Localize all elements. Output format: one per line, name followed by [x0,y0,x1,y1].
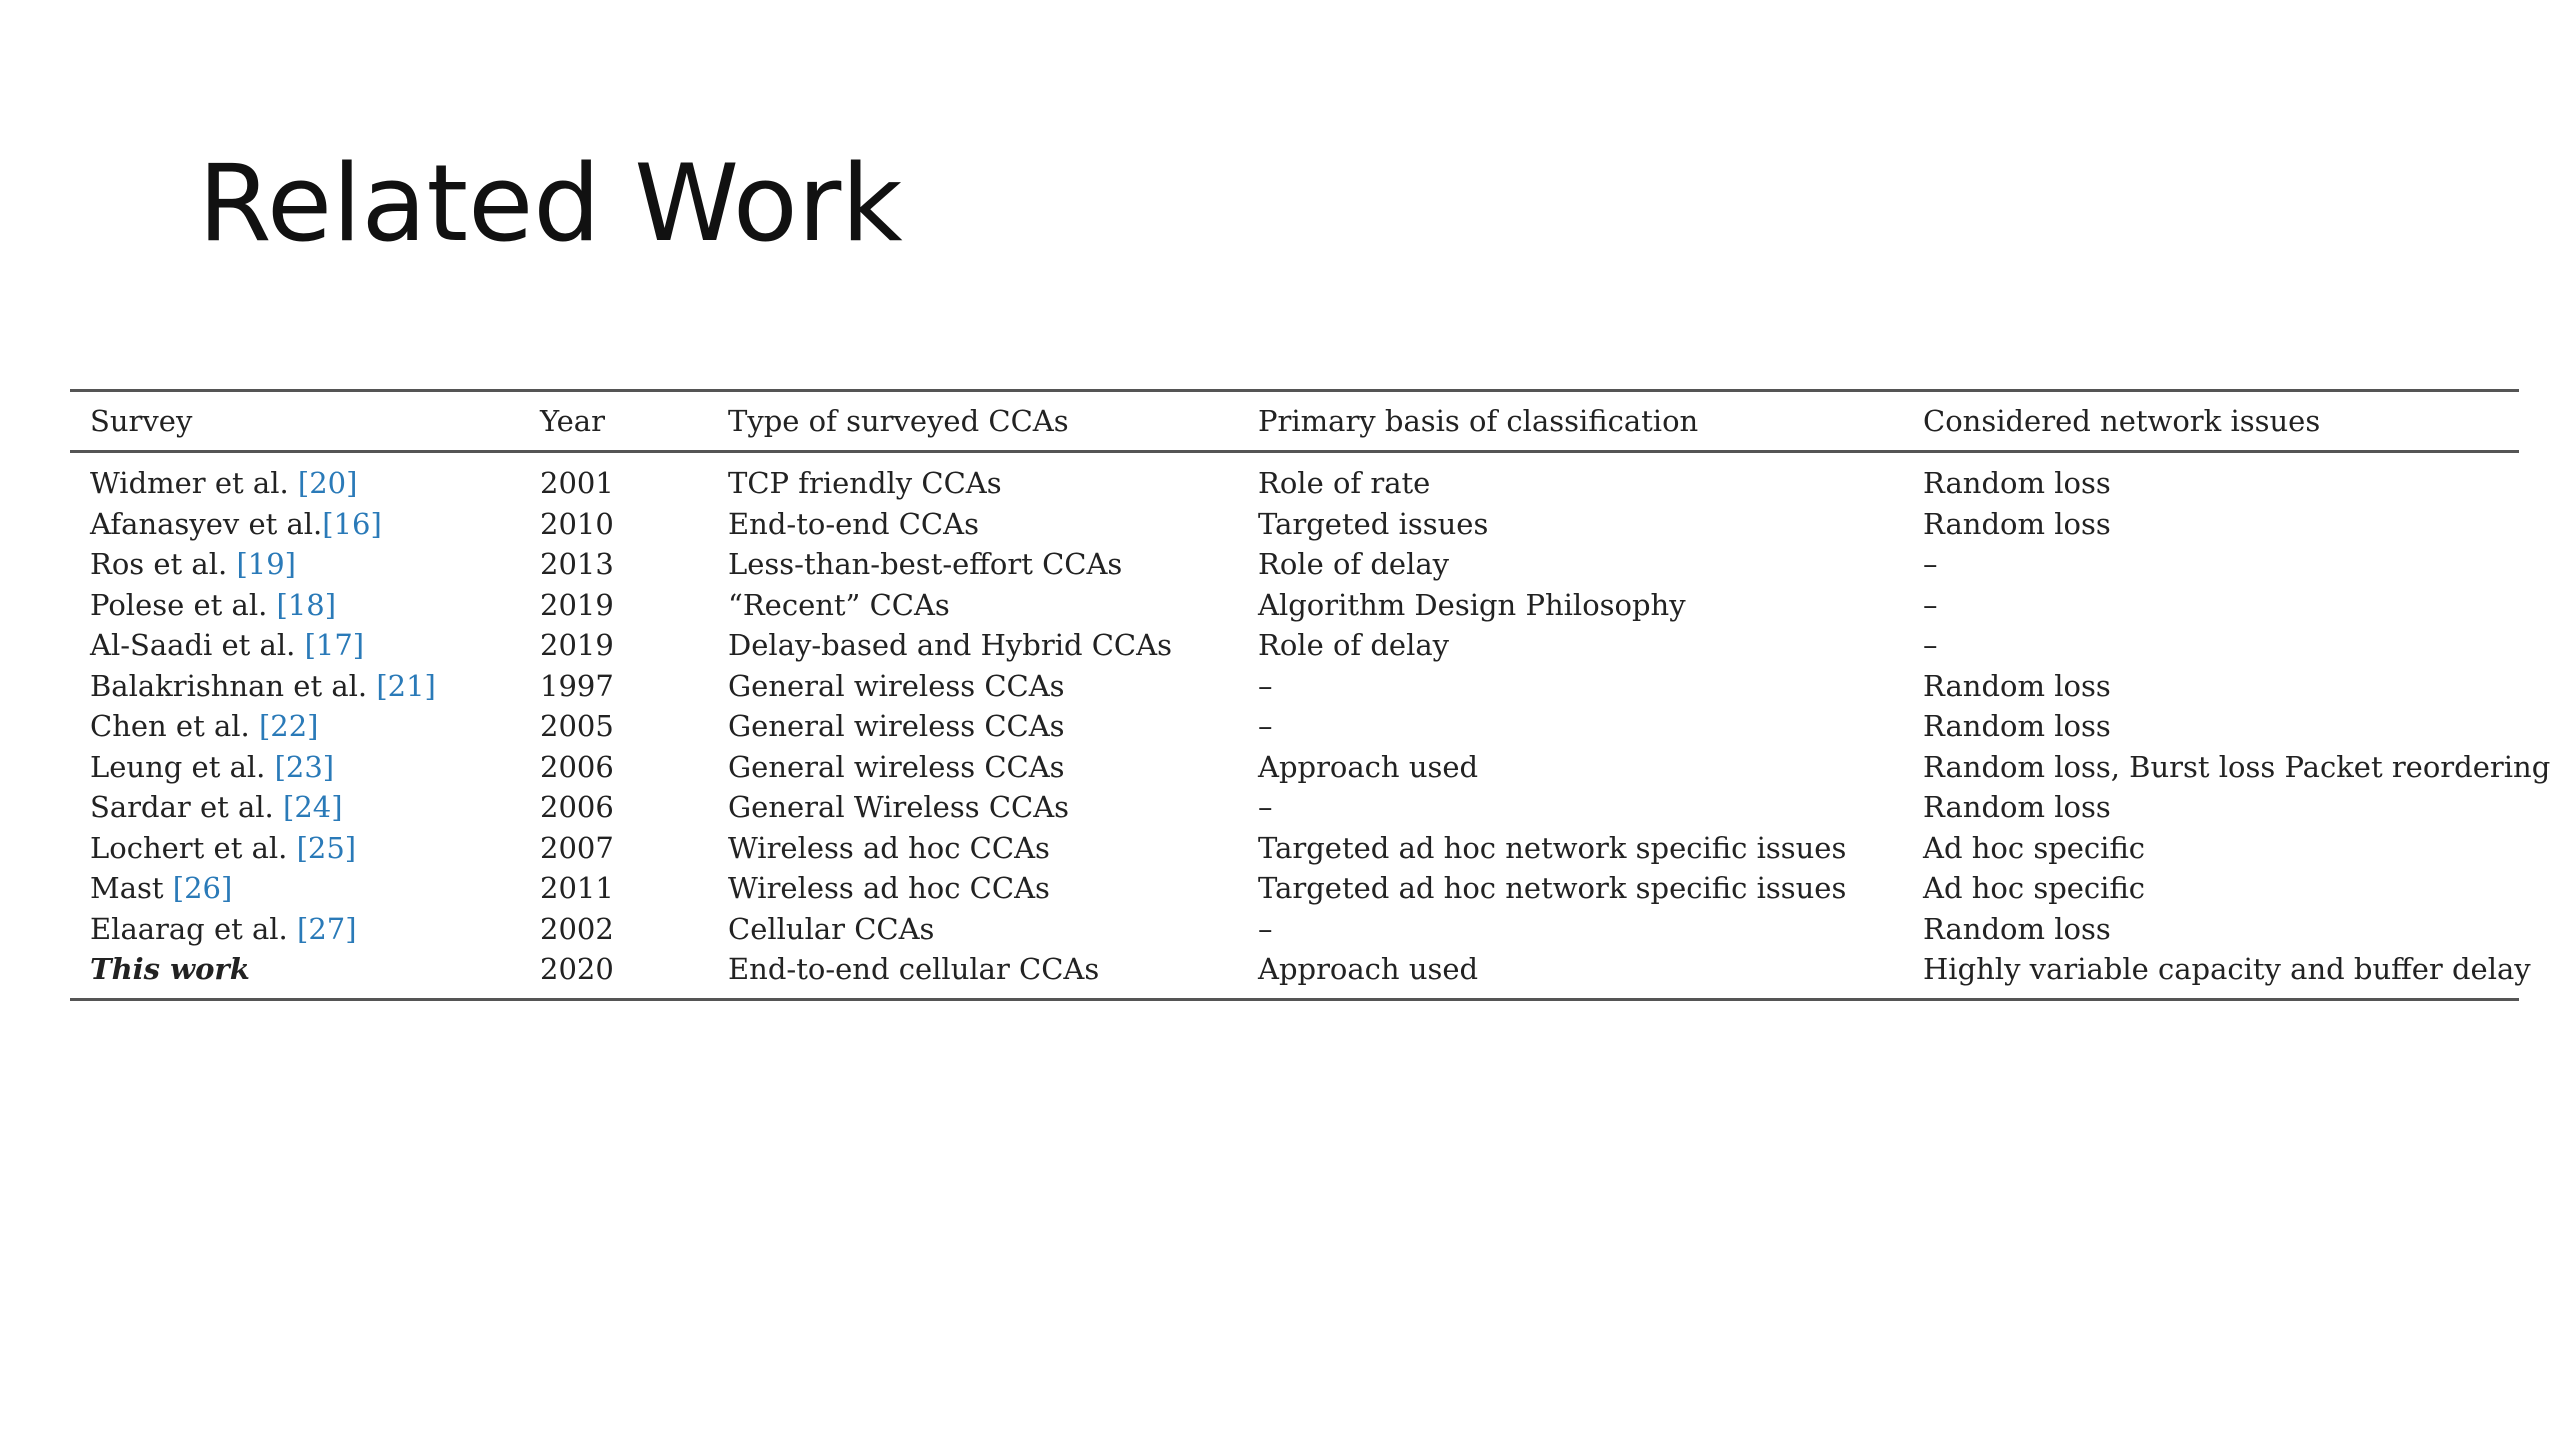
header-basis: Primary basis of classification [1238,391,1903,452]
table-row [70,706,2519,747]
year-cell: 2001 [540,466,614,501]
issues-cell: – [1923,587,1938,622]
type-cell: Wireless ad hoc CCAs [728,871,1050,906]
survey-author: Widmer et al. [90,466,298,501]
type-cell: Cellular CCAs [728,911,935,946]
related-work-table-container [70,389,2551,1001]
table-row [70,787,2519,828]
table-header-row [70,391,2519,452]
issues-cell: Random loss [1923,668,2111,703]
basis-cell: Targeted issues [1258,506,1489,541]
citation-link[interactable]: [26] [172,871,233,906]
survey-author: Sardar et al. [90,790,283,825]
citation-link[interactable]: [25] [296,830,357,865]
citation-link[interactable]: [21] [376,668,436,703]
issues-cell: Random loss [1923,790,2111,825]
related-work-table [70,389,2551,1001]
type-cell: General wireless CCAs [728,709,1065,744]
basis-cell: Approach used [1258,952,1479,987]
basis-cell: Role of delay [1258,547,1450,582]
year-cell: 2011 [540,871,614,906]
basis-cell: Approach used [1258,749,1479,784]
year-cell: 2013 [540,547,614,582]
survey-cell [70,706,520,747]
citation-link[interactable]: [20] [297,466,358,501]
year-cell: 2010 [540,506,614,541]
table-row [70,452,2519,504]
header-issues: Considered network issues [1903,391,2519,452]
basis-cell: – [1258,911,1273,946]
this-work-label: This work [90,952,250,987]
basis-cell: Role of rate [1258,466,1431,501]
survey-author: Ros et al. [90,547,237,582]
survey-author: Lochert et al. [90,830,297,865]
issues-cell: Random loss [1923,911,2111,946]
table-row [70,666,2519,707]
survey-author: Leung et al. [90,749,275,784]
table-row [70,747,2519,788]
slide-title: Related Work [198,142,903,265]
type-cell: General wireless CCAs [728,668,1065,703]
table-body [70,452,2551,1000]
basis-cell: – [1258,709,1273,744]
table-row [70,868,2519,909]
citation-link[interactable]: [23] [274,749,335,784]
basis-cell: Role of delay [1258,628,1450,663]
survey-author: Mast [90,871,173,906]
year-cell: 2007 [540,830,614,865]
survey-author: Balakrishnan et al. [90,668,377,703]
survey-cell [70,585,520,626]
citation-link[interactable]: [22] [258,709,319,744]
table-header [70,391,2519,452]
issues-cell: Random loss [1923,709,2111,744]
year-cell: 2020 [540,952,614,987]
citation-link[interactable]: [16] [322,506,382,541]
basis-cell: Targeted ad hoc network specific issues [1258,830,1847,865]
survey-cell [70,504,520,545]
survey-cell [70,666,520,707]
table-row [70,625,2519,666]
type-cell: General wireless CCAs [728,749,1065,784]
survey-cell [70,828,520,869]
issues-cell: – [1923,547,1938,582]
type-cell: TCP friendly CCAs [728,466,1002,501]
survey-author: Al-Saadi et al. [90,628,305,663]
type-cell: Wireless ad hoc CCAs [728,830,1050,865]
survey-cell [70,868,520,909]
type-cell: “Recent” CCAs [728,587,950,622]
survey-cell [70,544,520,585]
survey-author: Chen et al. [90,709,259,744]
year-cell: 2005 [540,709,614,744]
issues-cell: Highly variable capacity and buffer delay [1923,952,2531,987]
table-row [70,828,2519,869]
issues-cell: Ad hoc specific [1923,871,2146,906]
table-row [70,544,2519,585]
citation-link[interactable]: [27] [297,911,357,946]
citation-link[interactable]: [24] [283,790,343,825]
issues-cell: Random loss [1923,466,2111,501]
header-type: Type of surveyed CCAs [708,391,1238,452]
year-cell: 2006 [540,749,614,784]
survey-cell [70,625,520,666]
table-row [70,909,2519,950]
type-cell: General Wireless CCAs [728,790,1070,825]
survey-author: Elaarag et al. [90,911,297,946]
survey-author: Polese et al. [90,587,277,622]
survey-cell [70,452,520,504]
header-survey: Survey [70,391,520,452]
year-cell: 1997 [540,668,614,703]
table-row-this-work [70,949,2519,999]
year-cell: 2019 [540,587,614,622]
citation-link[interactable]: [17] [304,628,365,663]
basis-cell: – [1258,790,1273,825]
table-row [70,504,2519,545]
survey-cell [70,747,520,788]
type-cell: End-to-end CCAs [728,506,979,541]
table-row [70,585,2519,626]
issues-cell: Ad hoc specific [1923,830,2146,865]
type-cell: Less-than-best-effort CCAs [728,547,1123,582]
type-cell: End-to-end cellular CCAs [728,952,1100,987]
header-year: Year [520,391,708,452]
basis-cell: Targeted ad hoc network specific issues [1258,871,1847,906]
survey-author: Afanasyev et al. [90,506,323,541]
basis-cell: Algorithm Design Philosophy [1258,587,1686,622]
year-cell: 2002 [540,911,614,946]
survey-cell [70,909,520,950]
citation-link[interactable]: [18] [276,587,337,622]
issues-cell: Random loss [1923,506,2111,541]
year-cell: 2019 [540,628,614,663]
year-cell: 2006 [540,790,614,825]
citation-link[interactable]: [19] [236,547,296,582]
basis-cell: – [1258,668,1273,703]
type-cell: Delay-based and Hybrid CCAs [728,628,1172,663]
issues-cell: Random loss, Burst loss Packet reordering [1923,749,2551,784]
survey-cell [70,787,520,828]
issues-cell: – [1923,628,1938,663]
